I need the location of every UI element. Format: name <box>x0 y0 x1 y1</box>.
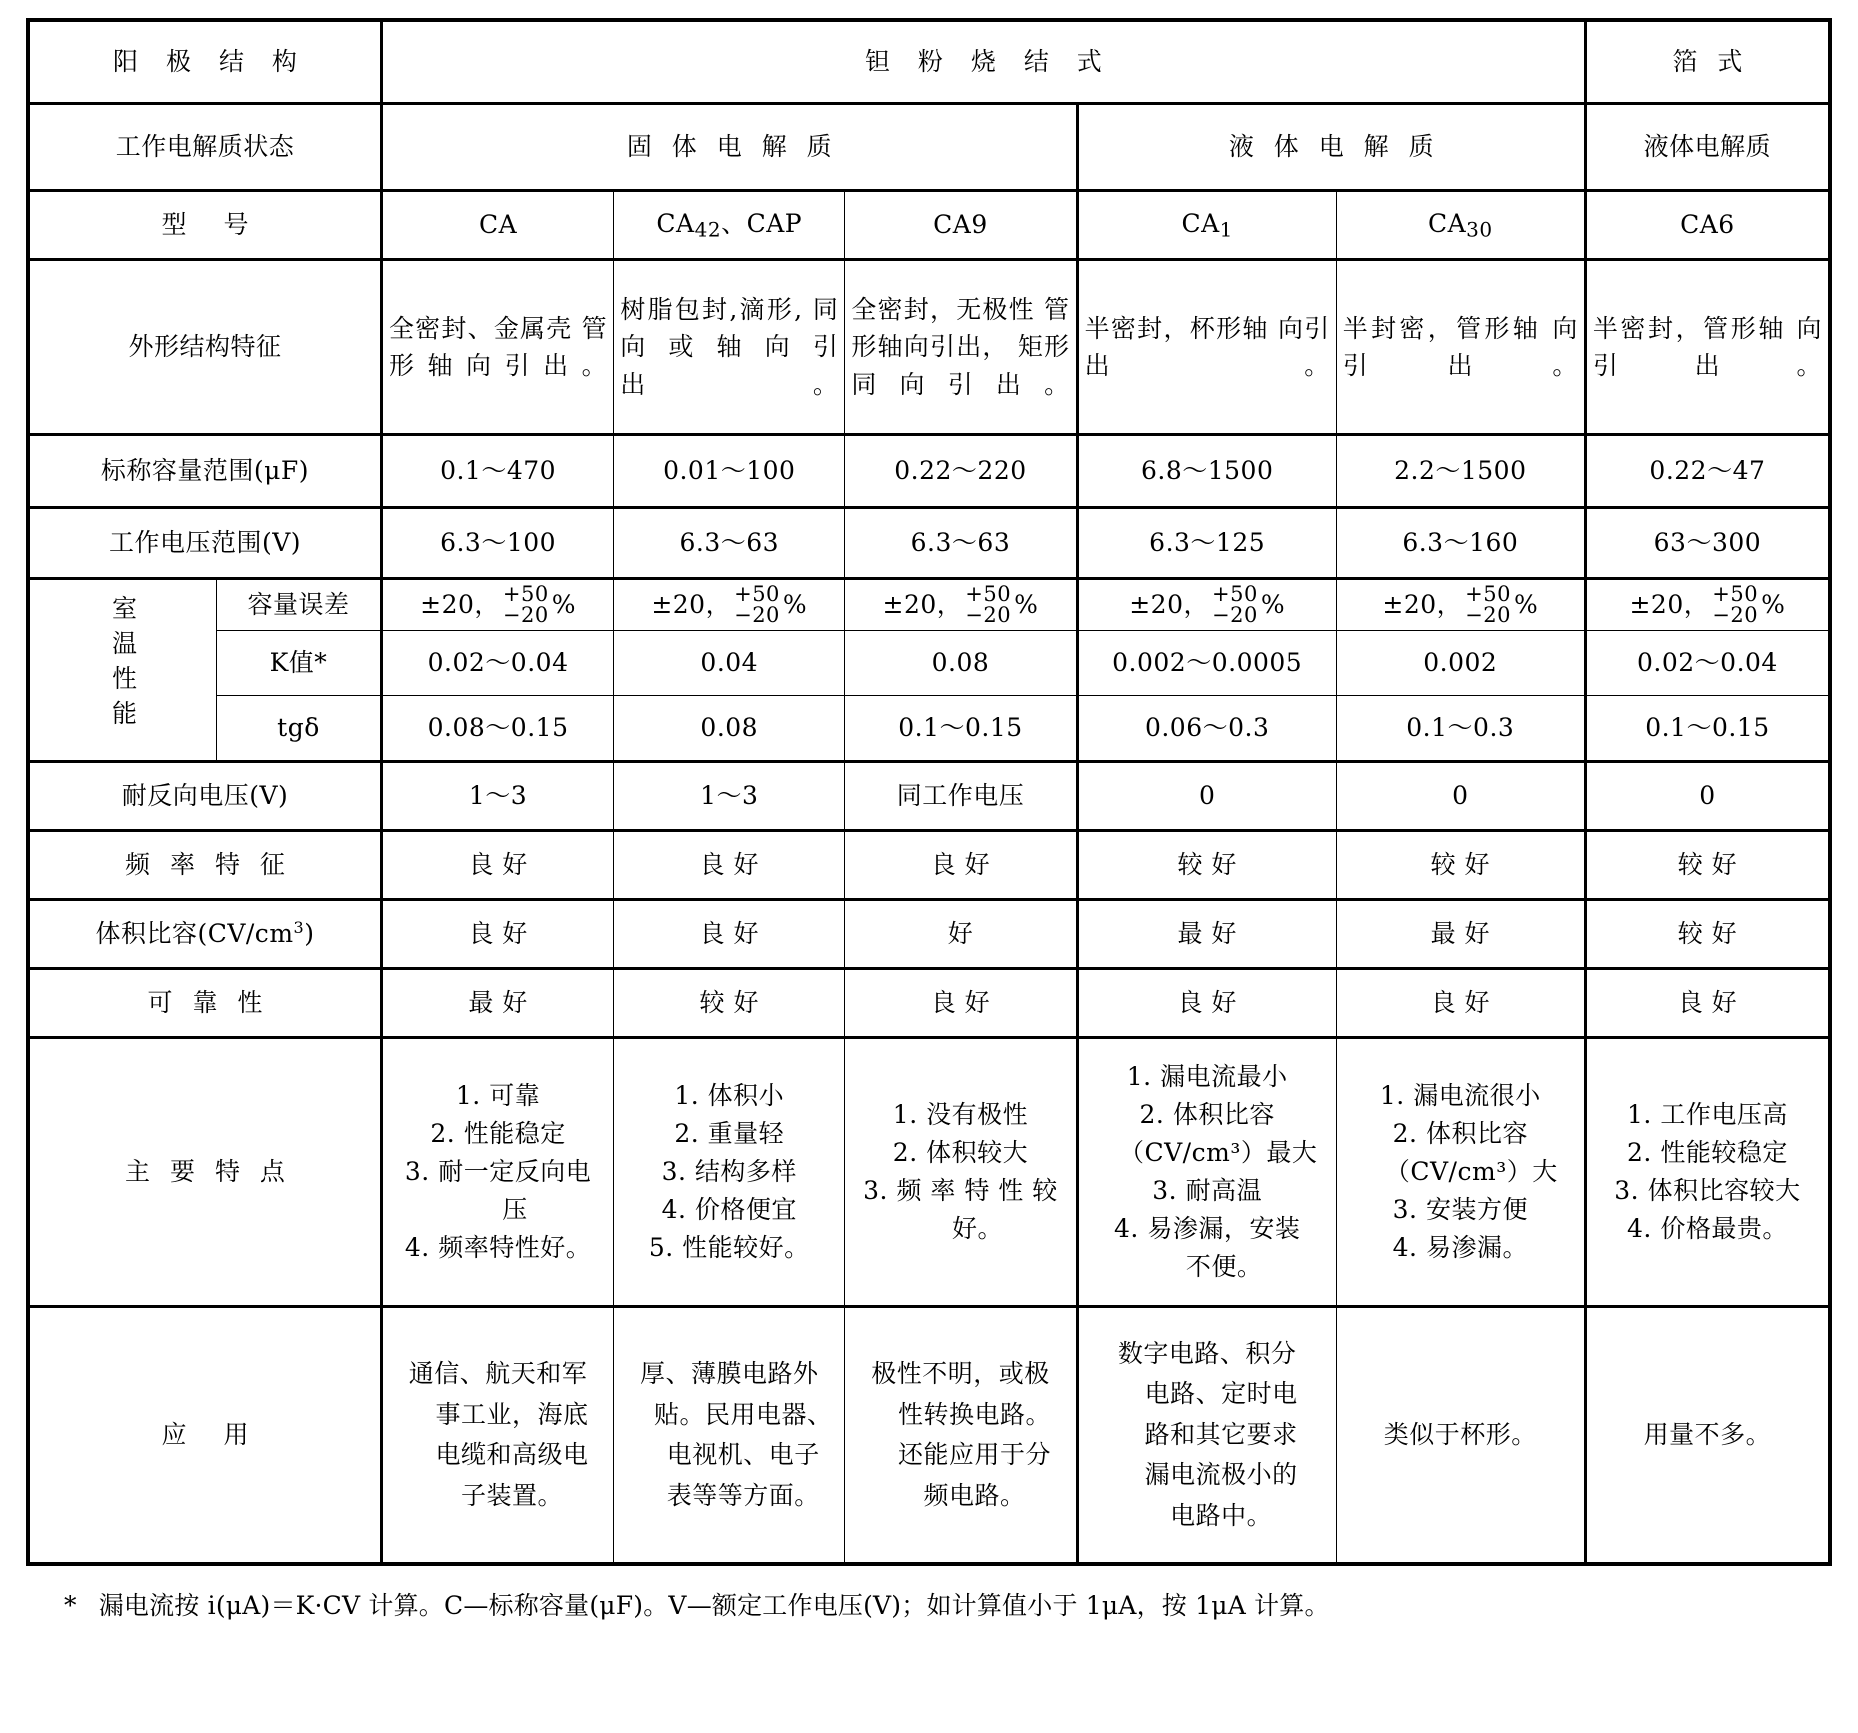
table-row-shape-features <box>28 260 1830 435</box>
shape-feature-ca30: 半封密，管形轴 向引出。 <box>1336 260 1585 435</box>
table-row-reverse-voltage <box>28 762 1830 831</box>
shape-feature-ca: 全密封、金属壳 管形轴向引出。 <box>381 260 613 435</box>
model-ca6: CA6 <box>1585 191 1830 260</box>
tg-delta-ca1: 0.06～0.3 <box>1077 696 1336 762</box>
footnote <box>26 1588 1832 1623</box>
reliability-ca1: 良 好 <box>1077 969 1336 1038</box>
table-row-anode-structure <box>28 20 1830 104</box>
tg-delta-ca30: 0.1～0.3 <box>1336 696 1585 762</box>
k-value-ca30: 0.002 <box>1336 631 1585 696</box>
application-ca6: 用量不多。 <box>1585 1307 1830 1565</box>
shape-feature-ca6: 半密封，管形轴 向引出。 <box>1585 260 1830 435</box>
reliability-ca: 最 好 <box>381 969 613 1038</box>
shape-feature-ca9: 全密封，无极性 管形轴向引出， 矩形同向引出。 <box>845 260 1077 435</box>
tg-delta-ca42: 0.08 <box>614 696 845 762</box>
table-row-main-features <box>28 1038 1830 1307</box>
application-ca1: 数字电路、积分 电路、定时电 路和其它要求 漏电流极小的 电路中。 <box>1077 1307 1336 1565</box>
row-label-tg-delta: tgδ <box>217 696 382 762</box>
group-header-tantalum-sintered: 钽 粉 烧 结 式 <box>381 20 1585 104</box>
reliability-ca42: 较 好 <box>614 969 845 1038</box>
cap-tolerance-ca1: ±20， +50 −20 % <box>1077 579 1336 631</box>
row-label-volumetric: 体积比容$(CV/cm^3)$ <box>28 900 381 969</box>
row-label-reliability: 可 靠 性 <box>28 969 381 1038</box>
k-value-ca6: 0.02～0.04 <box>1585 631 1830 696</box>
table-row-volt-range <box>28 508 1830 579</box>
main-features-ca6: 1. 工作电压高 2. 性能较稳定 3. 体积比容较大 4. 价格最贵。 <box>1585 1038 1830 1307</box>
model-ca1: $CA_1$ <box>1077 191 1336 260</box>
model-ca9: CA9 <box>845 191 1077 260</box>
reliability-ca6: 良 好 <box>1585 969 1830 1038</box>
table-row-cap-tolerance <box>28 579 1830 631</box>
freq-char-ca9: 良 好 <box>845 831 1077 900</box>
footnote-star: * <box>64 1591 77 1620</box>
reverse-voltage-ca30: 0 <box>1336 762 1585 831</box>
cap-range-ca30: 2.2～1500 <box>1336 435 1585 508</box>
main-features-ca42: 1. 体积小 2. 重量轻 3. 结构多样 4. 价格便宜 5. 性能较好。 <box>614 1038 845 1307</box>
k-value-ca1: 0.002～0.0005 <box>1077 631 1336 696</box>
reliability-ca30: 良 好 <box>1336 969 1585 1038</box>
table-row-reliability <box>28 969 1830 1038</box>
tg-delta-ca: 0.08～0.15 <box>381 696 613 762</box>
row-label-room-temp-perf: 室温性能 <box>28 579 217 762</box>
volumetric-ca1: 最 好 <box>1077 900 1336 969</box>
reverse-voltage-ca42: 1～3 <box>614 762 845 831</box>
application-ca: 通信、航天和军 事工业，海底 电缆和高级电 子装置。 <box>381 1307 613 1565</box>
k-value-ca42: 0.04 <box>614 631 845 696</box>
table-row-model <box>28 191 1830 260</box>
volt-range-ca: 6.3～100 <box>381 508 613 579</box>
row-label-application: 应 用 <box>28 1307 381 1565</box>
cap-range-ca1: 6.8～1500 <box>1077 435 1336 508</box>
k-value-ca9: 0.08 <box>845 631 1077 696</box>
volumetric-ca9: 好 <box>845 900 1077 969</box>
tg-delta-ca6: 0.1～0.15 <box>1585 696 1830 762</box>
freq-char-ca30: 较 好 <box>1336 831 1585 900</box>
row-label-electrolyte-state: 工作电解质状态 <box>28 104 381 191</box>
table-row-tg-delta <box>28 696 1830 762</box>
k-value-ca: 0.02～0.04 <box>381 631 613 696</box>
row-label-cap-tolerance: 容量误差 <box>217 579 382 631</box>
cap-range-ca6: 0.22～47 <box>1585 435 1830 508</box>
shape-feature-ca42: 树脂包封,滴形, 同向 或 轴 向 引 出。 <box>614 260 845 435</box>
volt-range-ca42: 6.3～63 <box>614 508 845 579</box>
reliability-ca9: 良 好 <box>845 969 1077 1038</box>
cap-tolerance-ca9: ±20， +50 −20 % <box>845 579 1077 631</box>
main-features-ca1: 1. 漏电流最小 2. 体积比容 （CV/cm³）最大 3. 耐高温 4. 易渗漏，安装 不便。 <box>1077 1038 1336 1307</box>
row-label-cap-range: 标称容量范围(μF) <box>28 435 381 508</box>
volumetric-ca: 良 好 <box>381 900 613 969</box>
model-ca30: $CA_{30}$ <box>1336 191 1585 260</box>
table-row-freq-char <box>28 831 1830 900</box>
volt-range-ca30: 6.3～160 <box>1336 508 1585 579</box>
capacitor-spec-table <box>26 18 1832 1566</box>
group-header-foil: 箔 式 <box>1585 20 1830 104</box>
volumetric-ca42: 良 好 <box>614 900 845 969</box>
application-ca9: 极性不明，或极 性转换电路。 还能应用于分 频电路。 <box>845 1307 1077 1565</box>
freq-char-ca6: 较 好 <box>1585 831 1830 900</box>
row-label-main-features: 主 要 特 点 <box>28 1038 381 1307</box>
application-ca42: 厚、薄膜电路外 贴。民用电器、 电视机、电子 表等等方面。 <box>614 1307 845 1565</box>
volumetric-ca30: 最 好 <box>1336 900 1585 969</box>
model-ca: CA <box>381 191 613 260</box>
table-row-k-value <box>28 631 1830 696</box>
group-header-liquid-electrolyte: 液 体 电 解 质 <box>1077 104 1585 191</box>
cap-tolerance-ca30: ±20， +50 −20 % <box>1336 579 1585 631</box>
row-label-volt-range: 工作电压范围(V) <box>28 508 381 579</box>
footnote-text: 漏电流按 i(μA)＝K·CV 计算。C—标称容量(μF)。V—额定工作电压(V)；如计算值小于 1μA，按 1μA 计算。 <box>98 1591 1330 1620</box>
cap-tolerance-ca: ±20， +50 −20 % <box>381 579 613 631</box>
freq-char-ca: 良 好 <box>381 831 613 900</box>
main-features-ca30: 1. 漏电流很小 2. 体积比容 （CV/cm³）大 3. 安装方便 4. 易渗漏。 <box>1336 1038 1585 1307</box>
application-ca30: 类似于杯形。 <box>1336 1307 1585 1565</box>
group-header-solid-electrolyte: 固 体 电 解 质 <box>381 104 1077 191</box>
model-ca42-cap: $CA_{42}$、CAP <box>614 191 845 260</box>
row-label-shape-features: 外形结构特征 <box>28 260 381 435</box>
freq-char-ca1: 较 好 <box>1077 831 1336 900</box>
volumetric-ca6: 较 好 <box>1585 900 1830 969</box>
row-label-reverse-voltage: 耐反向电压(V) <box>28 762 381 831</box>
cap-range-ca42: 0.01～100 <box>614 435 845 508</box>
tg-delta-ca9: 0.1～0.15 <box>845 696 1077 762</box>
volt-range-ca9: 6.3～63 <box>845 508 1077 579</box>
reverse-voltage-ca: 1～3 <box>381 762 613 831</box>
shape-feature-ca1: 半密封，杯形轴 向引出。 <box>1077 260 1336 435</box>
reverse-voltage-ca6: 0 <box>1585 762 1830 831</box>
table-row-volumetric <box>28 900 1830 969</box>
main-features-ca9: 1. 没有极性 2. 体积较大 3. 频 率 特 性 较 好。 <box>845 1038 1077 1307</box>
row-label-k-value: K值* <box>217 631 382 696</box>
table-row-electrolyte-state <box>28 104 1830 191</box>
volt-range-ca1: 6.3～125 <box>1077 508 1336 579</box>
table-row-application <box>28 1307 1830 1565</box>
cap-range-ca: 0.1～470 <box>381 435 613 508</box>
group-header-liquid-electrolyte-foil: 液体电解质 <box>1585 104 1830 191</box>
cap-tolerance-ca6: ±20， +50 −20 % <box>1585 579 1830 631</box>
freq-char-ca42: 良 好 <box>614 831 845 900</box>
volt-range-ca6: 63～300 <box>1585 508 1830 579</box>
reverse-voltage-ca9: 同工作电压 <box>845 762 1077 831</box>
row-label-freq-char: 频 率 特 征 <box>28 831 381 900</box>
table-row-cap-range <box>28 435 1830 508</box>
cap-tolerance-ca42: ±20， +50 −20 % <box>614 579 845 631</box>
row-label-anode-structure: 阳 极 结 构 <box>28 20 381 104</box>
main-features-ca: 1. 可靠 2. 性能稳定 3. 耐一定反向电 压 4. 频率特性好。 <box>381 1038 613 1307</box>
reverse-voltage-ca1: 0 <box>1077 762 1336 831</box>
row-label-model: 型 号 <box>28 191 381 260</box>
cap-range-ca9: 0.22～220 <box>845 435 1077 508</box>
